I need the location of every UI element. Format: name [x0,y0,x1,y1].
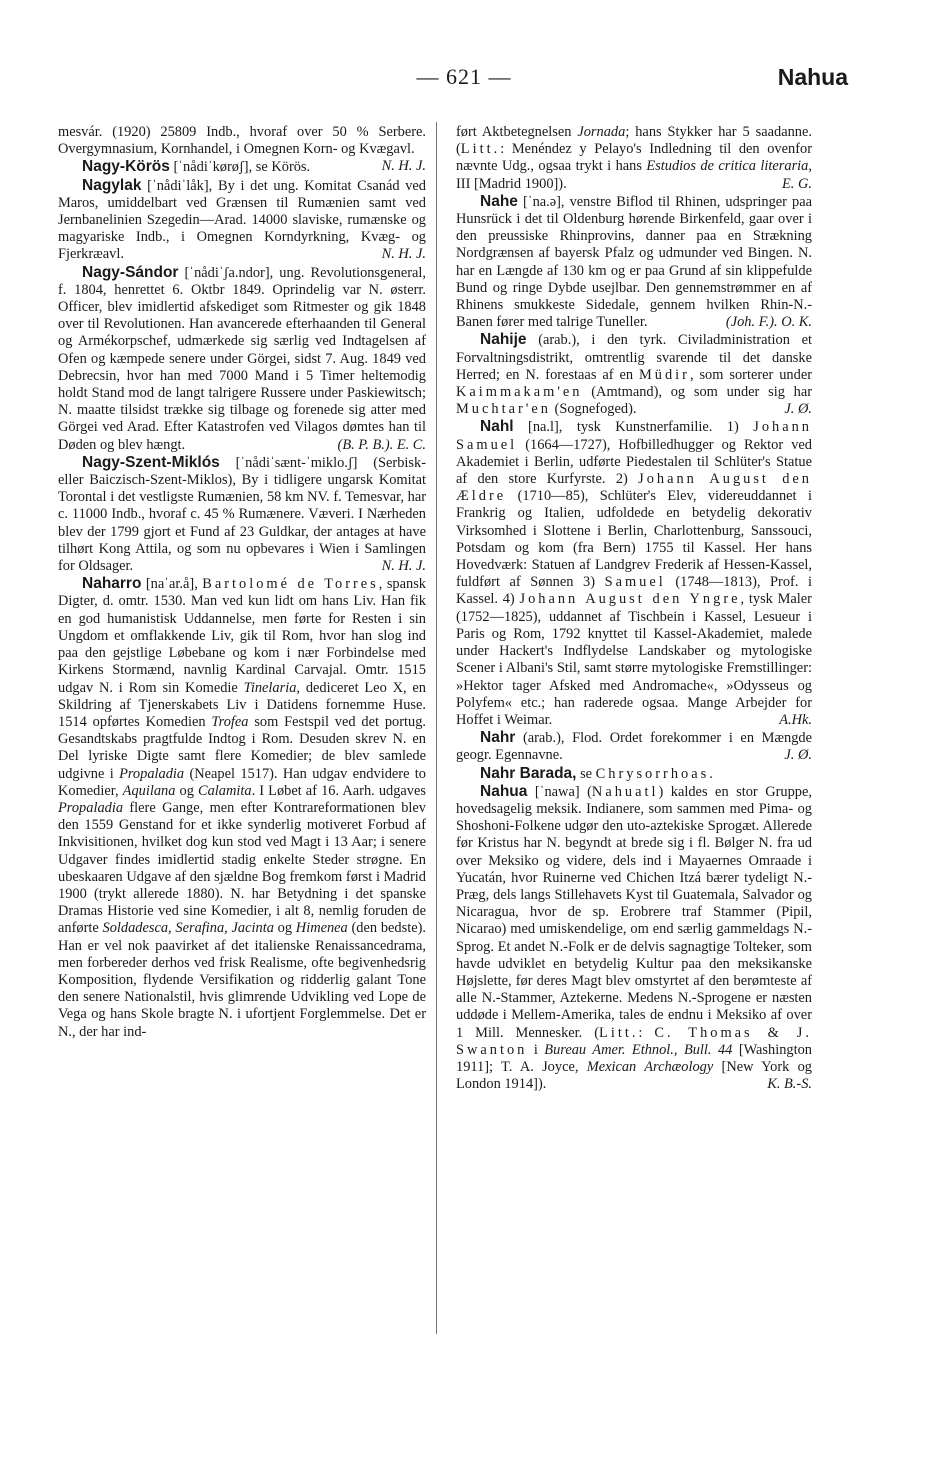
author-signature: (B. P. B.). E. C. [337,436,426,453]
headword: Nahije [480,331,527,349]
author-signature: N. H. J. [381,558,426,575]
headword: Nagylak [82,176,142,194]
entry-naharro: Naharro [naˈar.å], Bartolomé de Torres, spansk Digter, d. omtr. 1530. Man ved kun lidt om hans Liv. Han fik en god humanistisk Uddannelse, men førte for Resten i sin Ungdom et omflakkende Liv, gik til Rom, hvor han slog ind paa den gejstlige Løbebane og kom i nær Forbindelse med Kirkens Stormænd, navnlig Kardinal Carvajal. Omtr. 1515 udgav N. i Rom sin Komedie Tinelaria, dediceret Leo X, en Skildring af Tjenerskabets Liv i Datidens fornemme Huse. 1514 opførtes Komedien Trofea som Festspil ved det portug. Gesandtskabs pragtfulde Indtog i Rom. Desuden skrev N. en Del lyriske Digte samt flere Komedier; de blev samlede udgivne i Propaladia (Neapel 1517). Han udgav endvidere to Komedier, Aquilana og Calamita. I Løbet af 16. Aarh. udgaves Propaladia flere Gange, men efter Kontrareformationen blev den 1559 Genstand for et ikke synderlig motiveret Forbud af Inkvisitionen, hvilket dog kun stod ved Magt i 13 Aar; i senere Udgaver findes imidlertid stadig enkelte Steder strøgne. En ubeskaaren Udgave af den sjældne Bog fremkom først i Madrid 1900 (trykt allerede 1880). N. har Betydning i det spanske Dramas Historie ved sine Komedier, i alt 8, nemlig foruden de anførte Soldadesca, Serafina, Jacinta og Himenea (den bedste). Han er vel nok paavirket af det italienske Renaissancedrama, men forbereder derhos ved frisk Realisme, ofte begivenhedsrig Komposition, flydende Versifikation og ridderlig galant Tone den senere Nationalstil, hvis glimrende Udvikling ved Lope de Vega og hans Skole bragte N. i ufortjent Forglemmelse. Det er N., der har ind- [58,575,427,1040]
headword: Nagy-Szent-Miklós [82,453,220,471]
entry-nagy-sandor: Nagy-Sándor [ˈnådiˈʃa.ndor], ung. Revolutionsgeneral, f. 1804, henrettet 6. Oktbr 1849. Oprindelig var N. østerr. Officer, blev imidlertid afskediget som Ritmester og gik 1848 over til Revolutionen. Han avancerede efterhaanden til General og Armékorpschef, udmærkede sig særlig ved Indtagelsen af Ofen og kæmpede senere under Görgei, sidst 7. Aug. 1849 ved Debrecsin, hvor han med 7000 Mand i 5 Timer heltemodig holdt Stand mod de langt talrigere Russere under Paskiewitsch; N. maatte tilsidst trække sig tilbage og forenede sig atter med Görgei ved Arad. Efter Katastrofen ved Vilagos dømtes han til Døden og blev hængt. (B. P. B.). E. C. [58,263,426,453]
page-header [60,64,868,104]
headword: Nagy-Körös [82,158,170,176]
entry-nahua: Nahua [ˈnawa] (Nahuatl) kaldes en stor Gruppe, hovedsagelig meksik. Indianere, som sammen med Pima- og Shoshoni-Folkene udgør den uto-aztekiske Sprogæt. Allerede før Kristus har N. begyndt at brede sig i fl. Bølger N. fra ud over Meksiko og videre, dels ind i Mayaernes Omraade i Yucatán, hvor Ruinerne ved Chichen Itzá bærer tydeligt N.-Præg, dels langs Stillehavets Kyst til Guatemala, Salvador og Nicaragua, hvor de sp. Erobrere traf Stammer (Pipil, Nicarao) med umiskendelige, om end særlig gammeldags N.-Sprog. Et andet N.-Folk er de delvis sagnagtige Tolteker, som havde udviklet en betydelig Kultur paa den meksikanske Højslette, før deres Magt blev omstyrtet af den berømteste af alle N.-Stammer, Aztekerne. Medens N.-Sprogene er næsten uddøde i Mellem-Amerika, tales de endnu i Meksiko af over 1 Mill. Mennesker. (Litt.: C. Thomas & J. Swanton i Bureau Amer. Ethnol., Bull. 44 [Washington 1911]; T. A. Joyce, Mexican Archæology [New York og London 1914]). K. B.-S. [456,782,813,1093]
entry-continuation: ført Aktbetegnelsen Jornada; hans Stykker har 5 saadanne. (Litt.: Menéndez y Pelayo's Indledning til den ovenfor nævnte Udg., ogsaa trykt i hans Estudios de critica literaria, III [Madrid 1900]). E. G. [456,124,812,192]
running-head: Nahua [777,64,848,90]
entry-nahl: Nahl [na.l], tysk Kunstnerfamilie. 1) Johann Samuel (1664—1727), Hofbilledhugger og Rektor ved Akademiet i Berlin, udførte Piedestalen til Schlüter's Statue af den store Kurfyrste. 2) Johann August den Ældre (1710—85), Schlüter's Elev, videreuddannet i Frankrig og Italien, udfoldede en betydelig dekorativ Virksomhed i Slottene i Berlin, Charlottenburg, Sanssouci, Potsdam og kom (fra Bern) 1755 til Kassel. Her hans Hovedværk: Statuen af Landgrev Frederik af Hessen-Kassel, fuldført af Sønnen 3) Samuel (1748—1813), Prof. i Kassel. 4) Johann August den Yngre, tysk Maler (1752—1825), uddannet af Tischbein i Kassel, Lesueur i Paris og Rom, 1792 knyttet til Kassel-Akademiet, malede under Hackert's Indflydelse Landskaber og mytologiske Scener i Albani's Stil, samt større mytologiske Fremstillinger: »Hektor tager Afsked med Andromache«, »Odysseus og Polyfem« etc.; han raderede ogsaa. Mange Arbejder for Hoffet i Weimar. A.Hk. [456,418,812,728]
headword: Nahl [480,418,514,436]
entry-nahe: Nahe [ˈna.ə], venstre Biflod til Rhinen, udspringer paa Hunsrück i det til Oldenburg hørende Birkenfeld, gaar over i den preussiske Rhinprovins, danner paa en Strækning Nordgrænsen af bayersk Pfalz og udmunder ved Bingen. N. har en Længde af 130 km og er paa Grund af sin klippefulde Bund og ringe Dybde usejlbar. Den gennemstrømmer en af Rhinens smukkeste Sidedale, gennem hvilken Rhin-N.-Banen fører med talrige Tuneller. (Joh. F.). O. K. [456,192,812,331]
author-signature: N. H. J. [381,246,426,263]
headword: Nahr Barada, [480,764,577,782]
author-signature: J. Ø. [784,401,812,418]
entry-nagy-koros: Nagy-Körös [ˈnådiˈkørøʃ], se Körös. [82,158,311,176]
author-signature: A.Hk. [779,711,812,728]
entry-nahije: Nahije (arab.), i den tyrk. Civiladministration et Forvaltningsdistrikt, omtrentlig svarende til det danske Herred; en N. forestaas af en Müdir, som sorterer under Kaimmakam'en (Amtmand), og som under sig har Muchtar'en (Sognefoged). J. Ø. [456,331,812,418]
author-signature: K. B.-S. [767,1076,812,1093]
author-signature: (Joh. F.). O. K. [725,314,812,331]
entry-nagy-szent-miklos: Nagy-Szent-Miklós [ˈnådiˈsænt-ˈmiklo.ʃ] (Serbisk- eller Baiczisch-Szent-Miklos), By i tidligere ungarsk Komitat Torontal i det vestligste Rumænien, 58 km NV. f. Temesvar, har c. 11000 Indb., hvoraf c. 45 % Rumænere. Væveri. I Nærheden blev der 1799 gjort et Fund af 23 Guldkar, der antages at have tilhørt Kong Attila, og som nu opbevares i Wien i Samlingen for Oldsager. N. H. J. [58,453,426,575]
headword: Nahe [480,192,518,210]
right-column [456,124,812,1093]
left-column [58,124,426,1041]
headword: Nahua [480,782,528,800]
entry-nahr-barada: Nahr Barada, se Chrysorrhoas. [480,764,713,782]
column-divider [436,122,437,1334]
page-number: — 621 — [416,64,512,89]
headword: Nagy-Sándor [82,263,179,281]
person-name: Bartolomé de Torres [202,576,379,593]
headword: Nahr [480,729,516,747]
entry-nagylak: Nagylak [ˈnådiˈlåk], By i det ung. Komitat Csanád ved Maros, umiddelbart ved Grænsen til Rumænien samt ved Jernbanelinien Szegedin—Arad. 14000 slaviske, rumænske og magyariske Indb., i Omegnen Korndyrkning, Kvæg- og Fjerkræavl. N. H. J. [58,176,426,263]
headword: Naharro [82,575,142,593]
author-signature: J. Ø. [784,747,812,764]
entry-nahr: Nahr (arab.), Flod. Ordet forekommer i en Mængde geogr. Egennavne. J. Ø. [456,729,812,764]
author-signature: N. H. J. [381,158,426,175]
entry-continuation: mesvár. (1920) 25809 Indb., hvoraf over 50 % Serbere. Overgymnasium, Kornhandel, i Omegnen Korn- og Kvægavl. N. H. J. [58,124,426,175]
author-signature: E. G. [782,175,812,192]
